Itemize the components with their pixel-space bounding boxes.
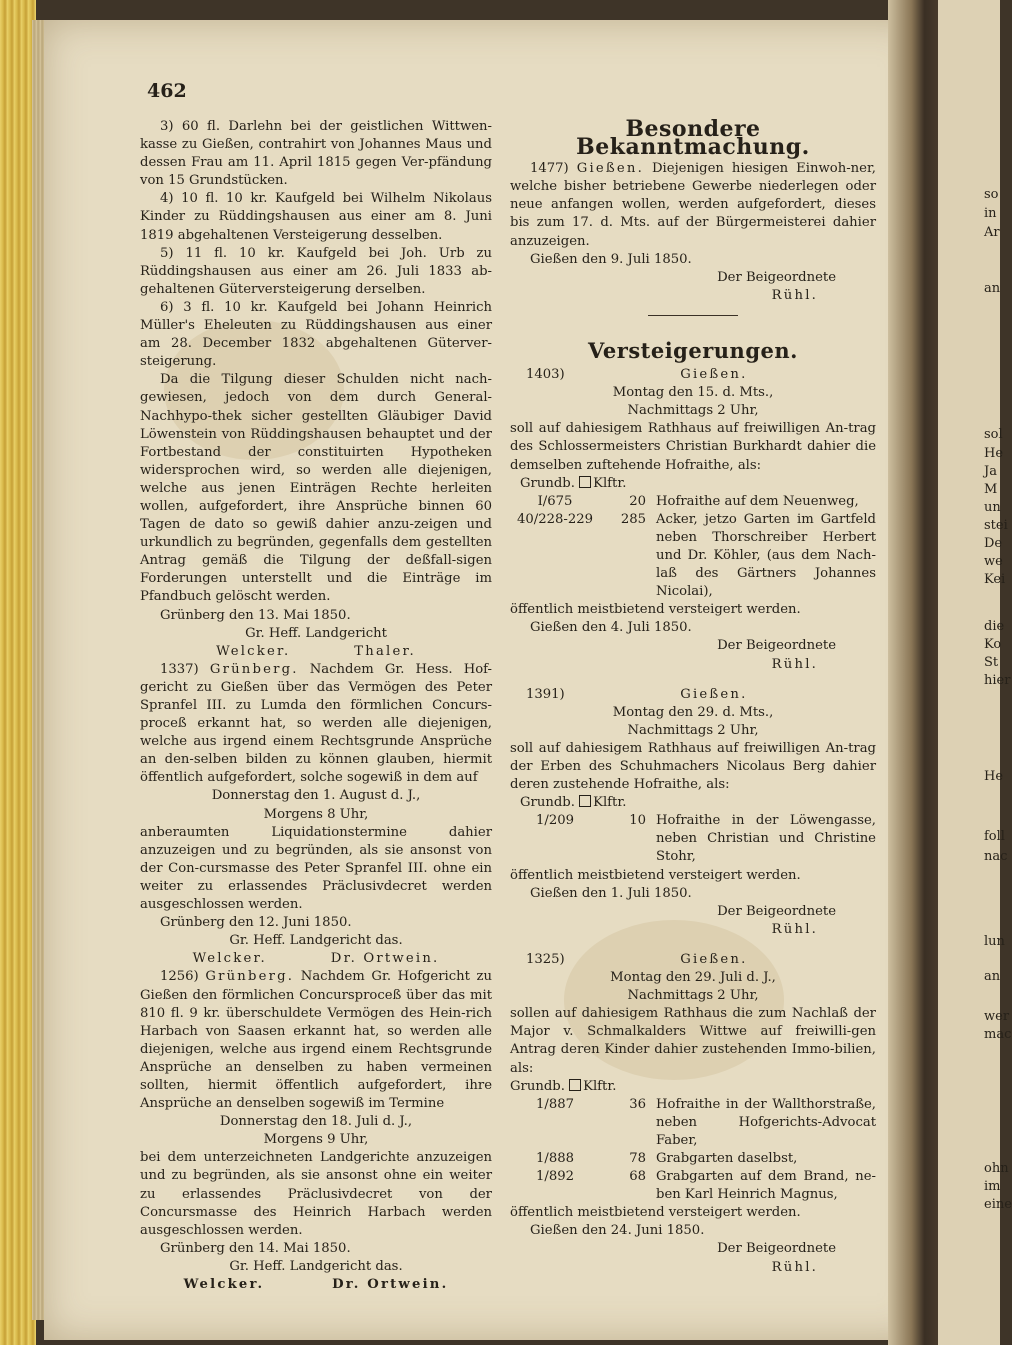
next-page-fragment: St (984, 655, 999, 670)
section-heading: Besondere Bekanntmachung. (576, 116, 810, 161)
next-page-fragment: eine (984, 1197, 1012, 1212)
debt-item: 4) 10 fl. 10 kr. Kaufgeld bei Wilhelm Nikolaus Kinder zu Rüddingshausen aus einer am 8. Juni 1819 abgehaltenen Versteigerung desselben. (140, 191, 492, 243)
lot-size: 36 (629, 1096, 646, 1112)
lot-description: Hofraithe auf dem Neuenweg, (656, 493, 859, 509)
notice-text: Nachdem Gr. Hess. Hof-gericht zu Gießen über das Vermögen des Peter Spranfel III. zu Lumda den förmlichen Concurs-proceß erkannt hat, so werden alle diejenigen, welche aus irgend einem Rechtsgrunde Ansprüche an den-selben bilden zu können glauben, hiermit öffentlich aufgefordert, solche sogewiß in dem auf (140, 661, 492, 786)
lot-header-unit: Klftr. (593, 795, 627, 811)
notice-text: anberaumten Liquidationstermine dahier anzuzeigen und zu begründen, als sie ansonst von der Con-cursmasse des Peter Spranfel III. ohne ein weiter zu erlassendes Präclusivdecret werden ausgeschlossen werden. (140, 824, 492, 913)
next-page-fragment: lun (984, 934, 1005, 949)
lot-ref: I/675 (537, 493, 573, 509)
notice-place: Gießen. (680, 686, 748, 702)
next-page-fragment: mac (984, 1027, 1012, 1042)
lot-ref: 1/209 (535, 813, 574, 829)
lot-description: Hofraithe in der Wallthorstraße, neben Hofgerichts-Advocat Faber, (656, 1096, 876, 1148)
square-unit-icon (579, 476, 591, 488)
notice-date: Montag den 29. Juli d. J., (610, 970, 776, 986)
next-page-fragment: He (984, 769, 1004, 784)
notice-place: Gießen. (576, 161, 644, 177)
spacer (510, 939, 876, 951)
next-page-fragment: Ko (984, 637, 1002, 652)
section-heading: Versteigerungen. (588, 337, 798, 363)
page-stack-edge (0, 0, 36, 1345)
next-page-fragment: Ar (984, 225, 1000, 240)
lot-description: Acker, jetzo Garten im Gartfeld neben Thorschreiber Herbert und Dr. Köhler, (aus dem Nach-laß des Gärtners Johannes Nicolai), (656, 511, 876, 600)
lot-header-unit: Klftr. (593, 475, 627, 491)
notice-place-date: Gießen den 1. Juli 1850. (530, 885, 692, 901)
next-page-fragment: M (984, 482, 998, 497)
notice-1256 (140, 968, 492, 1113)
lot-table-header (510, 475, 876, 493)
right-column (510, 118, 876, 1277)
next-page-fragment: so (984, 187, 999, 202)
lot-header-register: Grundb. (510, 1078, 565, 1094)
book-gutter (888, 0, 940, 1345)
notice-time: Nachmittags 2 Uhr, (627, 988, 759, 1004)
notice-place-date: Gießen den 24. Juni 1850. (530, 1223, 705, 1239)
notice-header (510, 366, 876, 384)
next-page-fragment: an (984, 969, 1001, 984)
notice-place-date: Grünberg den 13. Mai 1850. (160, 607, 351, 623)
notice-text: Nachdem Gr. Hofgericht zu Gießen den förmlichen Concursproceß über das mit 810 fl. 9 kr. überschuldete Vermögen des Hein-rich Harbach von Saasen erkannt hat, so werden alle diejenigen, welche aus irgend einem Rechtsgrunde Ansprüche an denselben zu haben vermeinen sollten, hiermit öffentlich aufgefordert, ihre Ansprüche an denselben sogewiß im Termine (140, 969, 492, 1112)
next-page-fragment: foll (984, 829, 1005, 844)
signatory-title: Der Beigeordnete (717, 638, 836, 654)
notice-text: öffentlich meistbietend versteigert werden. (510, 1205, 801, 1221)
notice-date: Montag den 29. d. Mts., (612, 704, 774, 720)
notice-time: Morgens 8 Uhr, (263, 806, 369, 822)
notice-place-date: Gießen den 4. Juli 1850. (530, 620, 692, 636)
court-name: Gr. Heff. Landgericht (245, 625, 387, 641)
notice-header (510, 686, 876, 704)
next-page-fragment: ohn (984, 1161, 1009, 1176)
notice-number: 1391) (526, 686, 565, 702)
lot-row (510, 1150, 876, 1168)
next-page-fragment: Ja (984, 464, 997, 479)
signatory-name: Rühl. (771, 921, 818, 937)
notice-1337 (140, 661, 492, 788)
next-page-fragment: we (984, 554, 1003, 569)
lot-description: Grabgarten auf dem Brand, ne-ben Karl Heinrich Magnus, (656, 1169, 876, 1203)
next-page-fragment: sol (984, 427, 1003, 442)
lot-size: 20 (629, 493, 646, 509)
lot-row (510, 1168, 876, 1204)
next-page-fragment: De (984, 536, 1003, 551)
lot-header-register: Grundb. (520, 475, 575, 491)
lot-header-register: Grundb. (520, 795, 575, 811)
notice-time: Nachmittags 2 Uhr, (627, 403, 759, 419)
lot-ref: 1/887 (535, 1096, 574, 1112)
notice-number: 1477) (530, 161, 569, 177)
lot-description: Hofraithe in der Löwengasse, neben Christian und Christine Stohr, (656, 813, 876, 865)
notice-text: bei dem unterzeichneten Landgerichte anzuzeigen und zu begründen, als sie ansonst ohne ein weiter zu erlassendes Präclusivdecret von der Concursmasse des Heinrich Harbach werden ausgeschlossen werden. (140, 1150, 492, 1238)
signatory-title: Der Beigeordnete (717, 1241, 836, 1257)
lot-row (510, 493, 876, 511)
lot-ref: 1/892 (535, 1169, 574, 1185)
lot-size: 68 (629, 1169, 646, 1185)
signatory-name: Rühl. (771, 656, 818, 672)
next-page-fragment: stei (984, 518, 1008, 533)
next-page-fragment: hier (984, 673, 1011, 688)
next-page-fragment: Kei (984, 572, 1006, 587)
lot-row (510, 812, 876, 866)
notice-text: Diejenigen hiesigen Einwoh-ner, welche bisher betriebene Gewerbe niederlegen oder neue anfangen wollen, werden aufgefordert, dieses bis zum 17. d. Mts. auf der Bürgermeisterei dahier anzuzeigen. (510, 161, 876, 249)
lot-header-unit: Klftr. (583, 1078, 617, 1094)
notice-time: Nachmittags 2 Uhr, (627, 722, 759, 738)
notice-number: 1403) (526, 367, 565, 383)
notice-place: Gießen. (680, 951, 748, 967)
notice-time: Morgens 9 Uhr, (263, 1132, 369, 1148)
debt-item: 6) 3 fl. 10 kr. Kaufgeld bei Johann Heinrich Müller's Eheleuten zu Rüddingshausen aus einer am 28. December 1832 abgehaltenen Güterver-steigerung. (140, 299, 492, 370)
notice-signatures: Welcker. Dr. Ortwein. (192, 951, 440, 967)
notice-signatures: Welcker. Thaler. (216, 643, 416, 659)
notice-place-date: Gießen den 9. Juli 1850. (530, 251, 692, 267)
debt-item: 5) 11 fl. 10 kr. Kaufgeld bei Joh. Urb zu Rüddingshausen aus einer am 26. Juli 1833 ab-gehaltenen Güterversteigerung derselben. (140, 245, 492, 297)
next-page-fragment: an (984, 281, 1001, 296)
next-page-fragment: nac (984, 849, 1008, 864)
notice-text: soll auf dahiesigem Rathhaus auf freiwilligen An-trag der Erben des Schuhmachers Nicolaus Berg dahier deren zustehende Hofraithe, als: (510, 740, 876, 793)
notice-text: soll auf dahiesigem Rathhaus auf freiwilligen An-trag des Schlossermeisters Christian Burkhardt dahier die demselben zuftehende Hofraithe, als: (510, 421, 876, 473)
notice-number: 1256) (160, 969, 199, 985)
spacer (510, 674, 876, 686)
debt-item: 3) 60 fl. Darlehn bei der geistlichen Wittwen-kasse zu Gießen, contrahirt von Johannes Maus und dessen Frau am 11. April 1815 gegen Ver-pfändung von 15 Grundstücken. (140, 119, 492, 189)
next-page-fragment: un (984, 500, 1001, 515)
notice-1477 (510, 160, 876, 250)
lot-ref: 1/888 (535, 1150, 574, 1166)
lot-row (510, 511, 876, 601)
next-page-fragment: He (984, 446, 1004, 461)
next-page-fragment: wer (984, 1009, 1010, 1024)
notice-paragraph: Da die Tilgung dieser Schulden nicht nach-gewiesen, jedoch von dem durch General-Nachhypo-thek sicher gestellten Gläubiger David Löwenstein von Rüddingshausen behauptet und der Fortbestand der constituirten Hypotheken widersprochen wird, so werden alle diejenigen, welche aus jenen Einträgen Rechte herleiten wollen, aufgefordert, ihre Ansprüche binnen 60 Tagen de dato so gewiß dahier anzu-zeigen und urkundlich zu begründen, gegenfalls dem gestellten Antrag gemäß die Tilgung der deßfall-sigen Forderungen unterstellt und die Einträge im Pfandbuch gelöscht werden. (140, 372, 492, 605)
notice-place-date: Grünberg den 14. Mai 1850. (160, 1240, 351, 1256)
court-name: Gr. Heff. Landgericht das. (229, 933, 403, 949)
notice-text: öffentlich meistbietend versteigert werden. (510, 867, 801, 883)
notice-place: Gießen. (680, 367, 748, 383)
notice-text: sollen auf dahiesigem Rathhaus die zum Nachlaß der Major v. Schmalkalders Wittwe auf freiwilli-gen Antrag deren Kinder dahier zustehenden Immo-bilien, als: (510, 1006, 876, 1076)
next-page-fragment: die (984, 619, 1005, 634)
notice-number: 1325) (526, 951, 565, 967)
court-name: Gr. Heff. Landgericht das. (229, 1258, 403, 1274)
notice-date: Donnerstag den 1. August d. J., (211, 788, 421, 804)
signatory-name: Rühl. (771, 1259, 818, 1275)
next-page-fragment: im (984, 1179, 1001, 1194)
notice-place: Grünberg. (205, 969, 295, 985)
notice-signatures: Welcker. Dr. Ortwein. (183, 1277, 449, 1292)
signatory-title: Der Beigeordnete (717, 903, 836, 919)
signatory-title: Der Beigeordnete (717, 269, 836, 285)
notice-number: 1337) (160, 661, 199, 677)
signatory-name: Rühl. (771, 287, 818, 303)
section-divider (648, 315, 738, 316)
next-page-fragment: in (984, 206, 997, 221)
notice-place: Grünberg. (209, 661, 299, 677)
lot-row (510, 1096, 876, 1150)
next-page-edge (938, 0, 1012, 1345)
square-unit-icon (569, 1079, 581, 1091)
notice-header (510, 951, 876, 969)
notice-date: Montag den 15. d. Mts., (612, 385, 774, 401)
notice-place-date: Grünberg den 12. Juni 1850. (160, 915, 352, 931)
lot-table-header (510, 1078, 876, 1096)
lot-description: Grabgarten daselbst, (656, 1150, 798, 1166)
lot-ref: 40/228-229 (516, 511, 594, 527)
notice-date: Donnerstag den 18. Juli d. J., (219, 1114, 413, 1130)
left-column (140, 118, 492, 1294)
notice-text: öffentlich meistbietend versteigert werden. (510, 602, 801, 618)
lot-size: 285 (620, 511, 646, 527)
lot-size: 78 (629, 1150, 646, 1166)
lot-size: 10 (629, 813, 646, 829)
lot-table-header (510, 794, 876, 812)
page-number: 462 (147, 80, 187, 102)
square-unit-icon (579, 795, 591, 807)
